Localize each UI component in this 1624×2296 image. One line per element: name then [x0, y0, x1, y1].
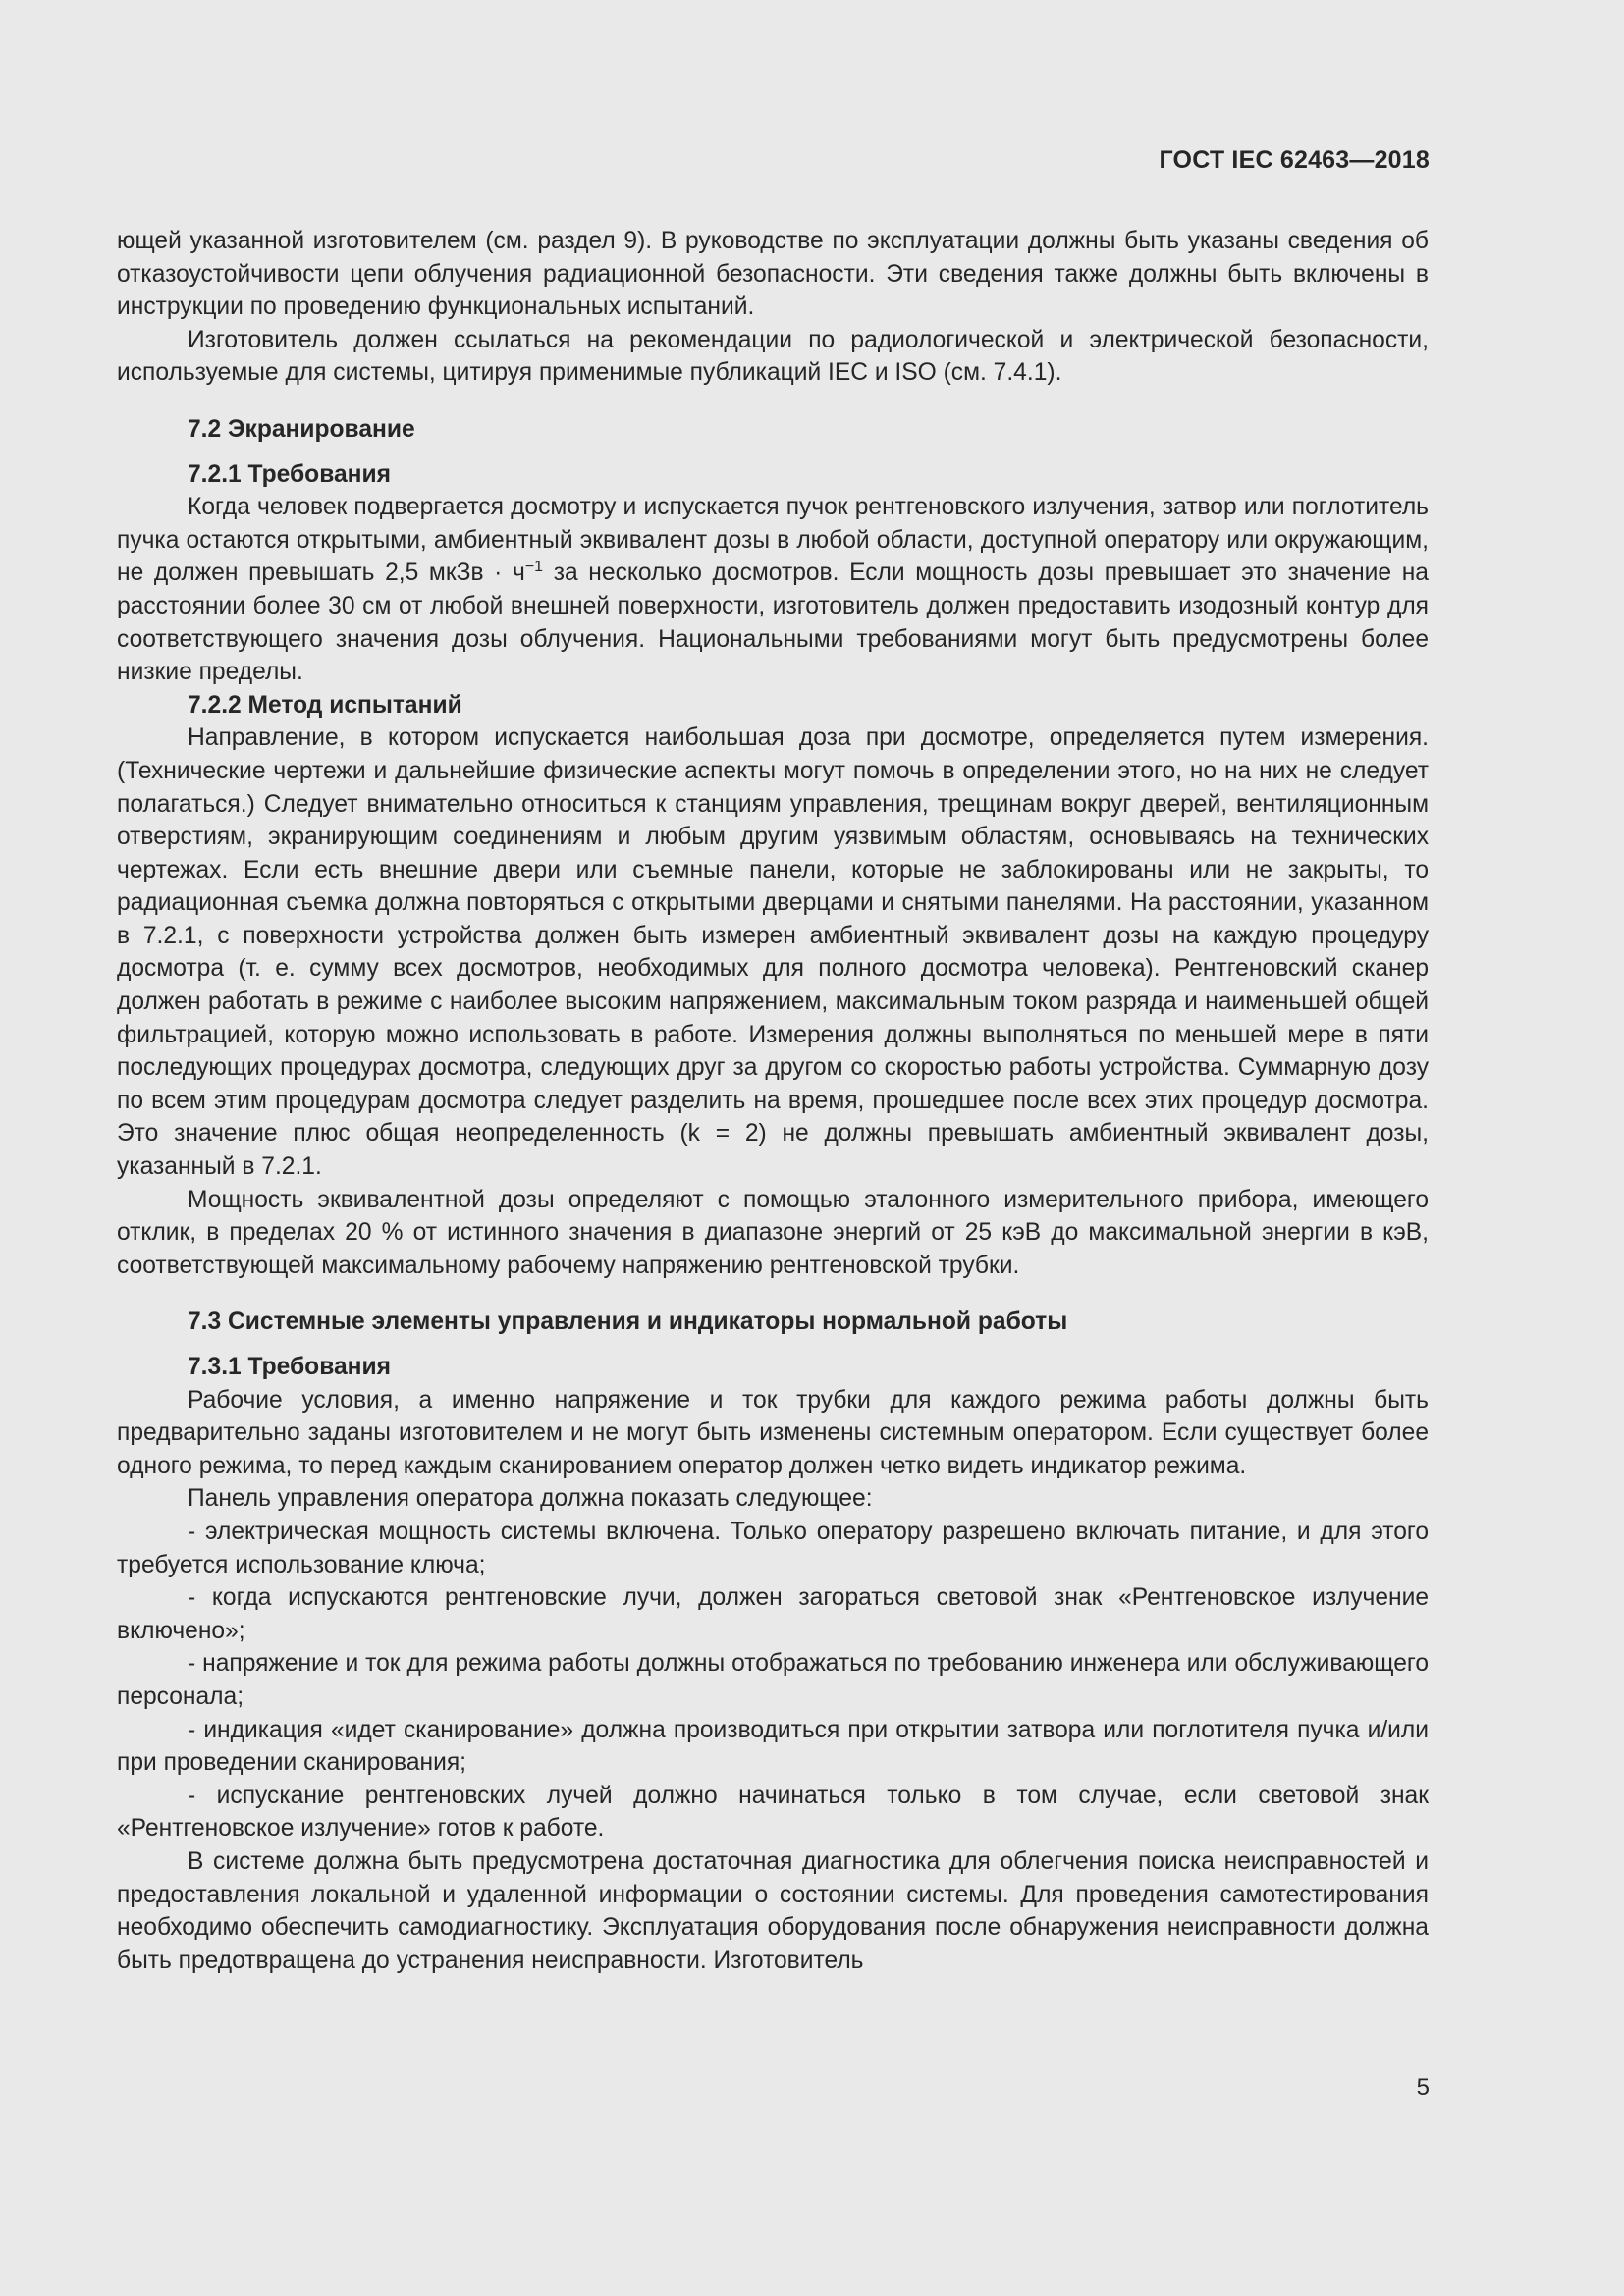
section-heading-7-2-2: 7.2.2 Метод испытаний — [188, 691, 462, 719]
section-heading-7-3-1: 7.3.1 Требования — [188, 1354, 392, 1380]
list-item: - когда испускаются рентгеновские лучи, должен загораться световой знак «Рентгеновское излучение включено»; — [117, 1584, 1429, 1644]
list-item: - напряжение и ток для режима работы должны отображаться по требованию инженера или обслуживающего персонала; — [117, 1650, 1429, 1710]
list-item: - электрическая мощность системы включена. Только оператору разрешено включать питание, и для этого требуется использование ключа; — [117, 1518, 1429, 1578]
superscript-exponent: −1 — [524, 559, 544, 576]
document-body — [117, 225, 1429, 1977]
paragraph-control-panel: Панель управления оператора должна показать следующее: — [188, 1485, 873, 1513]
paragraph-7-2-2: Направление, в котором испускается наибольшая доза при досмотре, определяется путем измерения. (Технические чертежи и дальнейшие физические аспекты могут помочь в определении этого, но на них не следует полагаться.) Следует внимательно относиться к станциям управления, трещинам вокруг дверей, вентиляционным отверстиям, экранирующим соединениям и любым другим уязвимым областям, основываясь на технических чертежах. Если есть внешние двери или съемные панели, которые не заблокированы или не закрыты, то радиационная съемка должна повторяться с открытыми дверцами и снятыми панелями. На расстоянии, указанном в 7.2.1, с поверхности устройства должен быть измерен амбиентный эквивалент дозы на каждую процедуру досмотра (т. е. сумму всех досмотров, необходимых для полного досмотра человека). Рентгеновский сканер должен работать в режиме с наиболее высоким напряжением, максимальным током разряда и наименьшей общей фильтрацией, которую можно использовать в работе. Измерения должны выполняться по меньшей мере в пяти последующих процедурах досмотра, следующих друг за другом со скоростью работы устройства. Суммарную дозу по всем этим процедурам досмотра следует разделить на время, прошедшее после всех этих процедур досмотра. Это значение плюс общая неопределенность (k = 2) не должны превышать амбиентный эквивалент дозы, указанный в 7.2.1. — [117, 724, 1429, 1181]
paragraph-continued: ющей указанной изготовителем (см. раздел 9). В руководстве по эксплуатации должны быть указаны сведения об отказоустойчивости цепи облучения радиационной безопасности. Эти сведения также должны быть включены в инструкции по проведению функциональных испытаний. — [117, 228, 1429, 321]
paragraph-references: Изготовитель должен ссылаться на рекомендации по радиологической и электрической безопасности, используемые для системы, цитируя применимые публикаций IEC и ISO (см. 7.4.1). — [117, 326, 1429, 387]
section-heading-7-2: 7.2 Экранирование — [188, 415, 415, 443]
paragraph-7-2-2-dose-rate: Мощность эквивалентной дозы определяют с помощью эталонного измерительного прибора, имеющего отклик, в пределах 20 % от истинного значения в диапазоне энергий от 25 кэВ до максимальной энергии в кэВ, соответствующей максимальному рабочему напряжению рентгеновской трубки. — [117, 1186, 1429, 1279]
paragraph-7-2-1-part-b: за несколько досмотров. Если мощность дозы превышает это значение на расстоянии более 30 см от любой внешней поверхности, изготовитель должен предоставить изодозный контур для соответствующего значения дозы облучения. Национальными требованиями могут быть предусмотрены более низкие пределы. — [117, 560, 1429, 686]
section-heading-7-2-1: 7.2.1 Требования — [188, 460, 392, 488]
paragraph-7-3-1: Рабочие условия, а именно напряжение и ток трубки для каждого режима работы должны быть предварительно заданы изготовителем и не могут быть изменены системным оператором. Если существует более одного режима, то перед каждым сканированием оператор должен четко видеть индикатор режима. — [117, 1386, 1429, 1479]
document-header: ГОСТ IEC 62463—2018 — [1159, 146, 1430, 174]
list-item: - испускание рентгеновских лучей должно начинаться только в том случае, если световой знак «Рентгеновское излучение» готов к работе. — [117, 1782, 1429, 1842]
section-heading-7-3: 7.3 Системные элементы управления и индикаторы нормальной работы — [188, 1308, 1068, 1336]
page-number: 5 — [1416, 2074, 1430, 2101]
paragraph-diagnostics: В системе должна быть предусмотрена достаточная диагностика для облегчения поиска неисправностей и предоставления локальной и удаленной информации о состоянии системы. Для проведения самотестирования необходимо обеспечить самодиагностику. Эксплуатация оборудования после обнаружения неисправности должна быть предотвращена до устранения неисправности. Изготовитель — [117, 1847, 1429, 1974]
paragraph-7-2-1-part-a: Когда человек подвергается досмотру и испускается пучок рентгеновского излучения, затвор или поглотитель пучка остаются открытыми, амбиентный эквивалент дозы в любой области, доступной оператору или окружающим, не должен превышать 2,5 мкЗв · ч — [117, 494, 1429, 587]
list-item: - индикация «идет сканирование» должна производиться при открытии затвора или поглотителя пучка и/или при проведении сканирования; — [117, 1716, 1429, 1777]
paragraph-7-2-1 — [117, 491, 1429, 689]
